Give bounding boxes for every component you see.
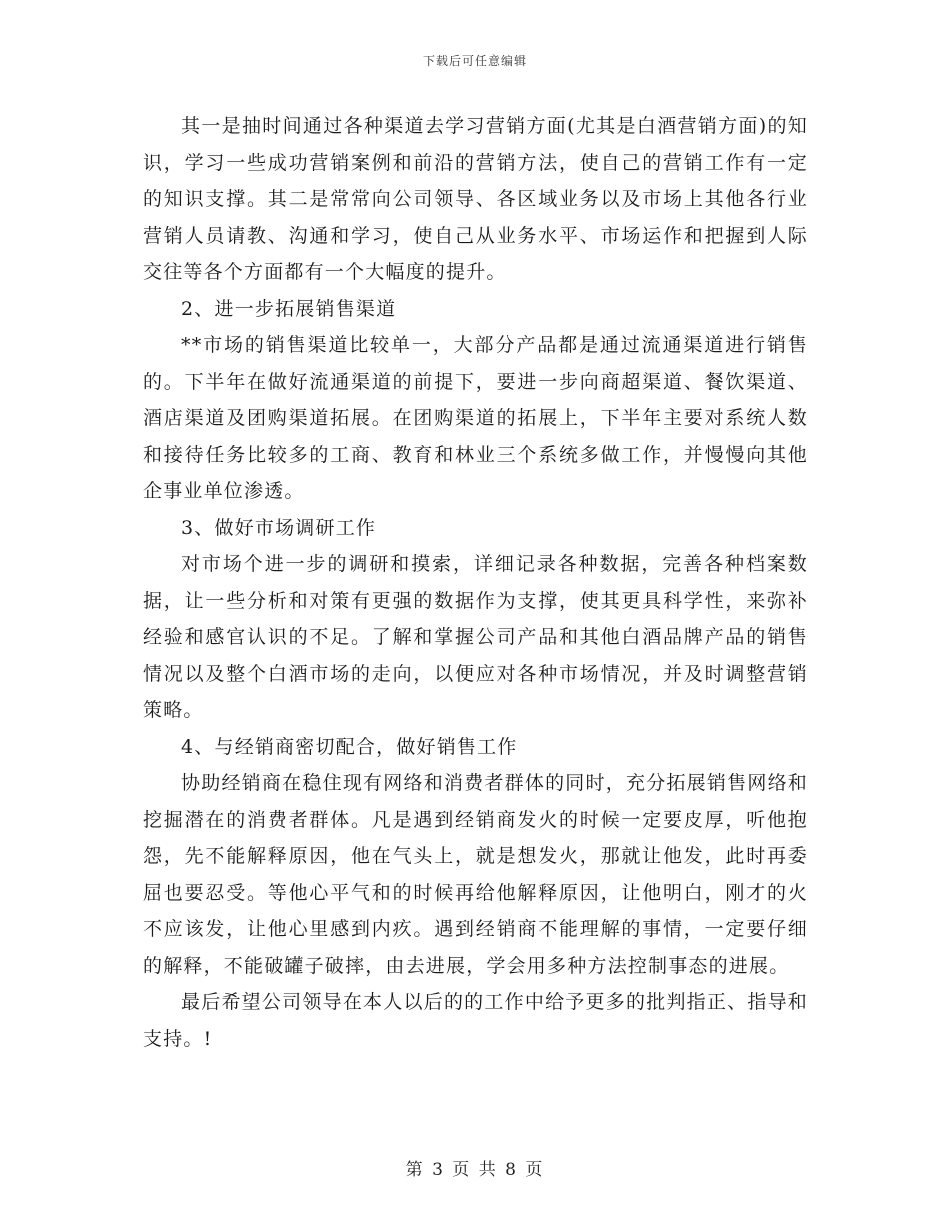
paragraph-dealers: 协助经销商在稳住现有网络和消费者群体的同时，充分拓展销售网络和挖掘潜在的消费者群体。凡是遇到经销商发火的时候一定要皮厚，听他抱怨，先不能解释原因，他在气头上，就是想发火，那就让他发，此时再委屈也要忍受。等他心平气和的时候再给他解释原因，让他明白，刚才的火不应该发，让他心里感到内疚。遇到经销商不能理解的事情，一定要仔细的解释，不能破罐子破摔，由去进展，学会用多种方法控制事态的进展。 — [143, 772, 808, 977]
paragraph-learning: 其一是抽时间通过各种渠道去学习营销方面(尤其是白酒营销方面)的知识，学习一些成功营销案例和前沿的营销方法，使自己的营销工作有一定的知识支撑。其二是常常向公司领导、各区域业务以及市场上其他各行业营销人员请教、沟通和学习，使自己从业务水平、市场运作和把握到人际交往等各个方面都有一个大幅度的提升。 — [143, 115, 808, 283]
section-heading-channels: 2、进一步拓展销售渠道 — [181, 297, 397, 320]
section-heading-dealers: 4、与经销商密切配合，做好销售工作 — [181, 735, 518, 758]
paragraph-closing: 最后希望公司领导在本人以后的的工作中给予更多的批判指正、指导和支持。! — [143, 991, 808, 1050]
section-heading-research: 3、做好市场调研工作 — [181, 516, 377, 539]
page-number: 第 3 页 共 8 页 — [405, 1160, 545, 1180]
paragraph-research: 对市场个进一步的调研和摸索，详细记录各种数据，完善各种档案数据，让一些分析和对策有更强的数据作为支撑，使其更具科学性，来弥补经验和感官认识的不足。了解和掌握公司产品和其他白酒品牌产品的销售情况以及整个白酒市场的走向，以便应对各种市场情况，并及时调整营销策略。 — [143, 553, 808, 721]
page-header: 下载后可任意编辑 — [422, 54, 527, 68]
document-body — [143, 108, 808, 1057]
paragraph-channels: **市场的销售渠道比较单一，大部分产品都是通过流通渠道进行销售的。下半年在做好流通渠道的前提下，要进一步向商超渠道、餐饮渠道、酒店渠道及团购渠道拓展。在团购渠道的拓展上，下半年主要对系统人数和接待任务比较多的工商、教育和林业三个系统多做工作，并慢慢向其他企事业单位渗透。 — [143, 334, 808, 502]
